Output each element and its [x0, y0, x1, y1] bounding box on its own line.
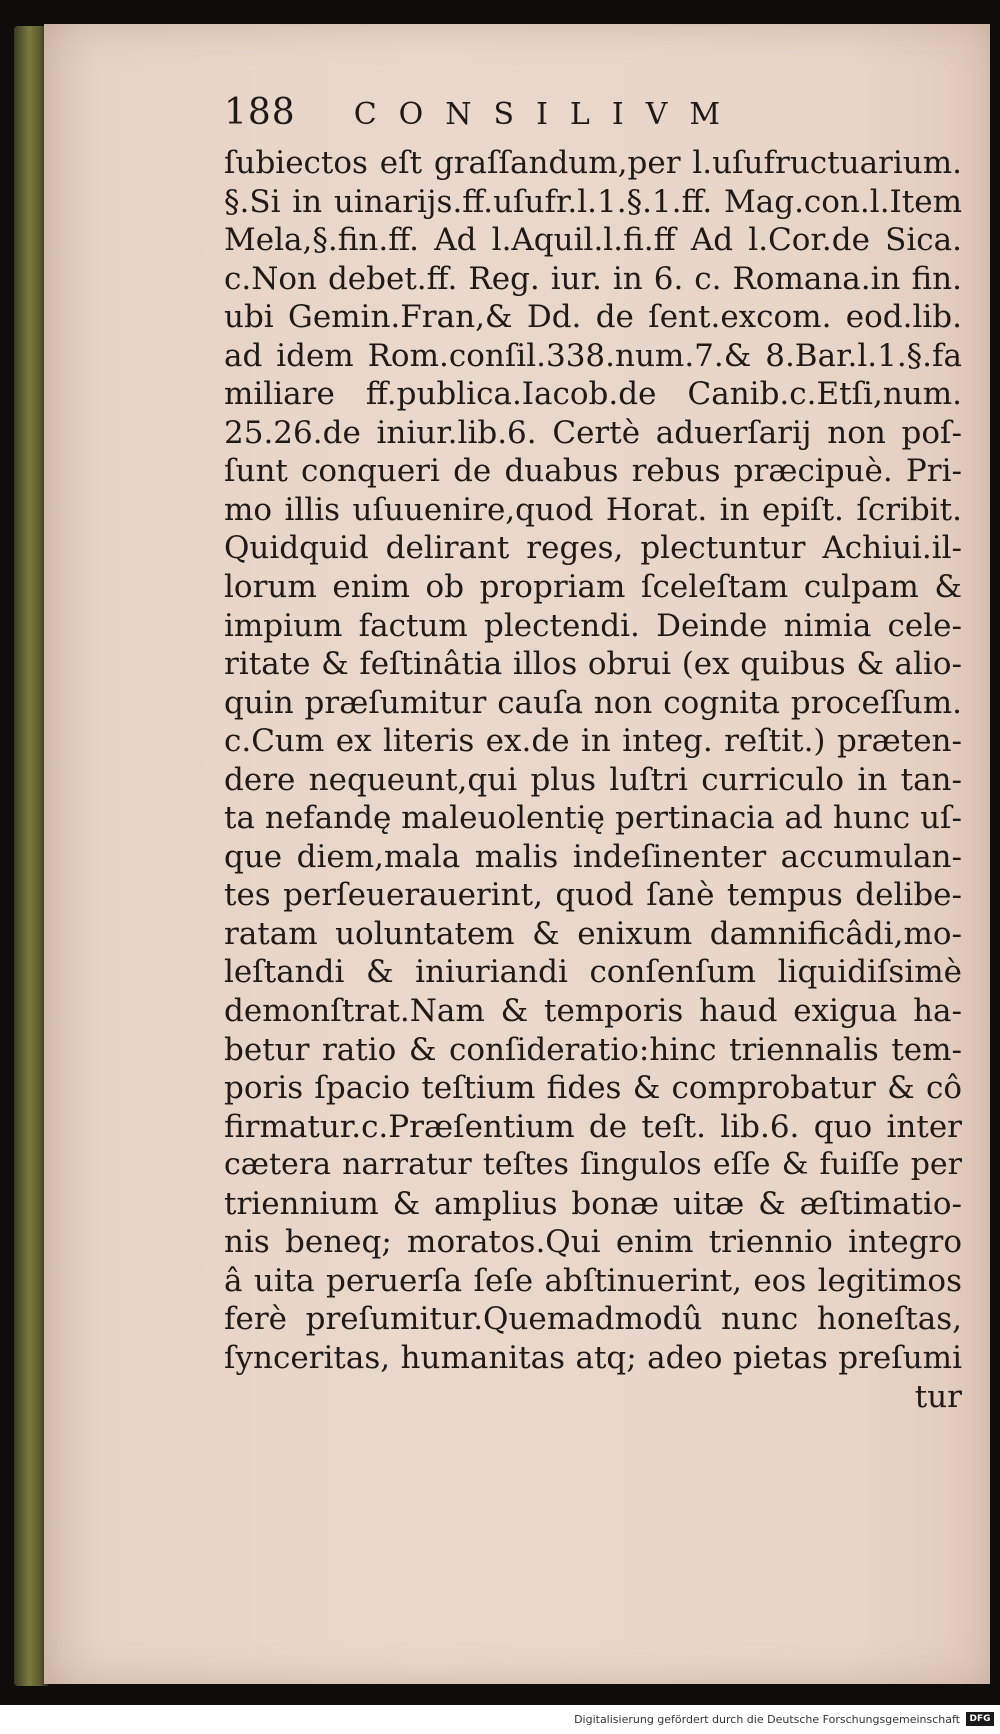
- text-line: ritate & feſtinâtia illos obrui (ex quibus & alio-: [224, 646, 962, 683]
- text-line: 25.26.de iniur.lib.6. Certè aduerſarij non poſ-: [224, 414, 962, 451]
- book-edge: [14, 26, 48, 1686]
- text-line: mo illis uſuuenire,quod Horat. in epiſt. ſcribit.: [224, 491, 962, 528]
- text-line: ta nefandę maleuolentię pertinacia ad hunc uſ-: [224, 800, 962, 837]
- footer-bar: [0, 1705, 1000, 1734]
- text-line: c.Cum ex literis ex.de in integ. reſtit.) præten-: [224, 723, 962, 760]
- text-line: Mela,§.fin.ff. Ad l.Aquil.l.fi.ff Ad l.Cor.de Sica.: [224, 222, 962, 259]
- text-line: leſtandi & iniuriandi conſenſum liquidiſsimè: [224, 954, 962, 991]
- text-line: firmatur.c.Præſentium de teſt. lib.6. quo inter: [224, 1108, 962, 1145]
- text-line: triennium & amplius bonæ uitæ & æſtimatio-: [224, 1185, 962, 1222]
- text-line: ratam uoluntatem & enixum damnificâdi,mo-: [224, 915, 962, 952]
- funding-notice: Digitalisierung gefördert durch die Deutsche Forschungsgemeinschaft: [574, 1713, 960, 1726]
- catchword: tur: [914, 1378, 962, 1415]
- text-line: nis beneq; moratos.Qui enim triennio integro: [224, 1224, 962, 1261]
- text-line: ferè preſumitur.Quemadmodû nunc honeſtas,: [224, 1301, 962, 1338]
- text-line: c.Non debet.ff. Reg. iur. in 6. c. Romana.in fin.: [224, 260, 962, 297]
- text-line: ſunt conqueri de duabus rebus præcipuè. Pri-: [224, 453, 962, 490]
- text-line: miliare ff.publica.Iacob.de Canib.c.Etſi,num.: [224, 376, 962, 413]
- text-line: betur ratio & conſideratio:hinc triennalis tem-: [224, 1031, 962, 1068]
- text-block: [224, 92, 962, 1416]
- text-line: demonſtrat.Nam & temporis haud exigua ha-: [224, 993, 962, 1030]
- text-line: que diem,mala malis indeſinenter accumulan-: [224, 838, 962, 875]
- dfg-logo-icon: DFG: [966, 1712, 994, 1726]
- body-text: [224, 144, 962, 1378]
- running-title: CONSILIVM: [353, 97, 743, 132]
- page-number: 188: [224, 92, 296, 133]
- text-line: lorum enim ob propriam ſceleſtam culpam &: [224, 569, 962, 606]
- text-line: tes perſeuerauerint, quod ſanè tempus delibe-: [224, 877, 962, 914]
- text-line: §.Si in uinarijs.ff.uſufr.l.1.§.1.ff. Mag.con.l.Item: [224, 183, 962, 220]
- text-line: cætera narratur teſtes ſingulos eſſe & fuiſſe per: [224, 1147, 962, 1183]
- running-head: [224, 92, 962, 144]
- text-line: ad idem Rom.conſil.338.num.7.& 8.Bar.l.1.§.fa: [224, 337, 962, 374]
- text-line: impium factum plectendi. Deinde nimia cele-: [224, 607, 962, 644]
- text-line: dere nequeunt,qui plus luſtri curriculo in tan-: [224, 761, 962, 798]
- text-line: ſynceritas, humanitas atq; adeo pietas preſumi: [224, 1339, 962, 1376]
- text-line: ſubiectos eſt graſſandum,per l.uſufructuarium.: [224, 145, 962, 181]
- text-line: â uita peruerſa ſeſe abſtinuerint, eos legitimos: [224, 1262, 962, 1299]
- text-line: poris ſpacio teſtium fides & comprobatur & cô: [224, 1070, 962, 1107]
- text-line: quin præſumitur cauſa non cognita proceſſum.: [224, 684, 962, 721]
- text-line: ubi Gemin.Fran,& Dd. de ſent.excom. eod.lib.: [224, 299, 962, 336]
- text-line: Quidquid delirant reges, plectuntur Achiui.il-: [224, 530, 962, 567]
